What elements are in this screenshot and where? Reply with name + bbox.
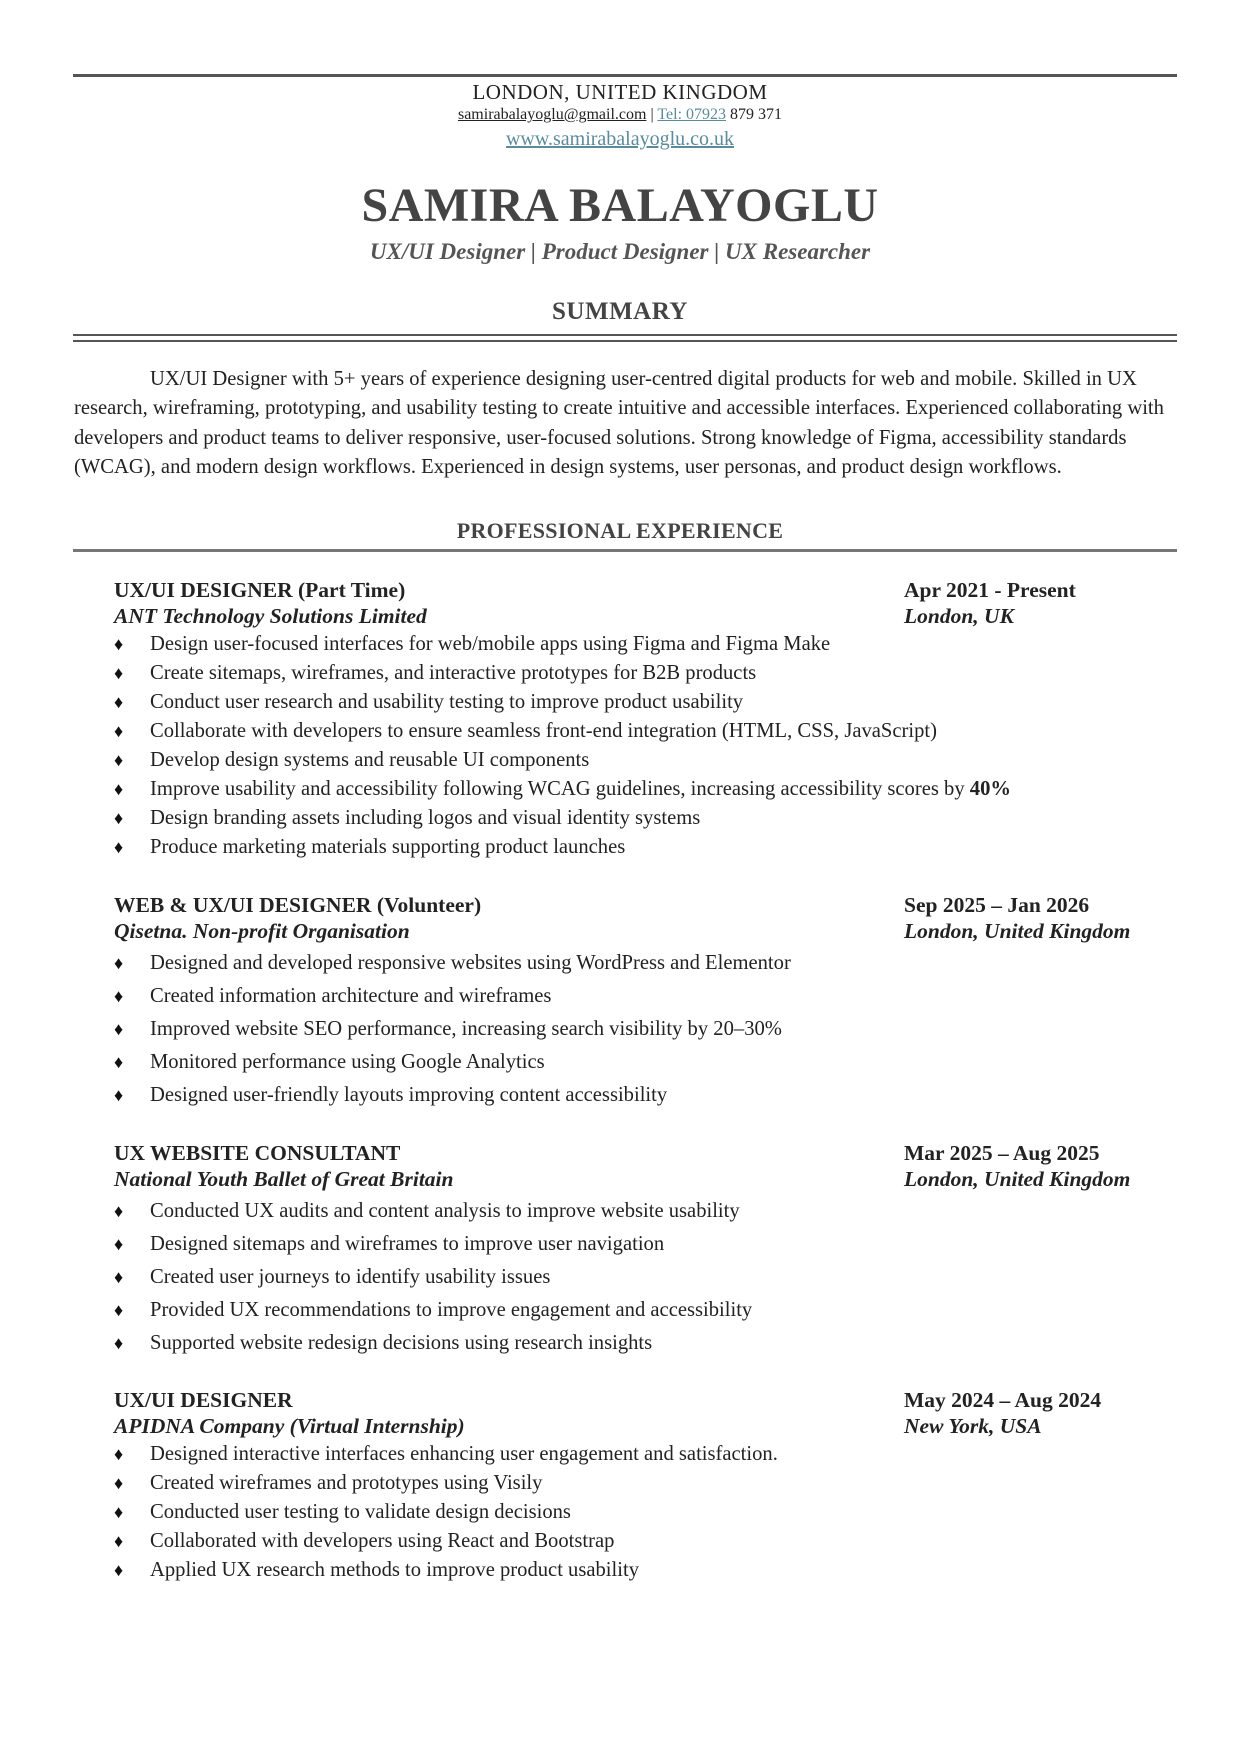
job-organization: APIDNA Company (Virtual Internship) xyxy=(114,1414,465,1438)
candidate-titles: UX/UI Designer | Product Designer | UX Researcher xyxy=(369,239,871,264)
job-bullets xyxy=(114,1195,1164,1360)
list-item xyxy=(114,717,1164,746)
diamond-bullet-icon: ♦ xyxy=(114,1019,124,1039)
diamond-bullet-icon: ♦ xyxy=(114,779,124,799)
list-item xyxy=(114,1556,1164,1585)
diamond-bullet-icon: ♦ xyxy=(114,986,124,1006)
list-item xyxy=(114,804,1164,833)
summary-rule xyxy=(73,334,1177,342)
diamond-bullet-icon: ♦ xyxy=(114,1052,124,1072)
diamond-bullet-icon: ♦ xyxy=(114,1201,124,1221)
diamond-bullet-icon: ♦ xyxy=(114,634,124,654)
list-item xyxy=(114,1079,1164,1112)
diamond-bullet-icon: ♦ xyxy=(114,1502,124,1522)
diamond-bullet-icon: ♦ xyxy=(114,692,124,712)
bullet-text: Created wireframes and prototypes using Visily xyxy=(150,1472,543,1494)
list-item xyxy=(114,1440,1164,1469)
bullet-text: Conducted user testing to validate design decisions xyxy=(150,1501,571,1523)
list-item xyxy=(114,775,1164,804)
experience-heading: PROFESSIONAL EXPERIENCE xyxy=(456,518,784,543)
diamond-bullet-icon: ♦ xyxy=(114,1267,124,1287)
job-location: London, UK xyxy=(904,604,1014,628)
job-title: UX/UI DESIGNER (Part Time) xyxy=(114,578,406,602)
list-item xyxy=(114,1013,1164,1046)
diamond-bullet-icon: ♦ xyxy=(114,1473,124,1493)
bullet-text: Collaborate with developers to ensure seamless front-end integration (HTML, CSS, JavaScript) xyxy=(150,720,937,742)
diamond-bullet-icon: ♦ xyxy=(114,953,124,973)
list-item xyxy=(114,833,1164,862)
job-organization: ANT Technology Solutions Limited xyxy=(114,604,427,628)
website-line xyxy=(0,128,1240,151)
job-bullets xyxy=(114,630,1164,862)
job-title: UX WEBSITE CONSULTANT xyxy=(114,1141,401,1165)
website-link[interactable]: www.samirabalayoglu.co.uk xyxy=(505,128,735,150)
bullet-text: Designed sitemaps and wireframes to improve user navigation xyxy=(150,1233,665,1255)
bullet-text: Create sitemaps, wireframes, and interactive prototypes for B2B products xyxy=(150,662,757,684)
diamond-bullet-icon: ♦ xyxy=(114,1333,124,1353)
bullet-text: Conduct user research and usability testing to improve product usability xyxy=(150,691,744,713)
bullet-text: Improved website SEO performance, increasing search visibility by 20–30% xyxy=(150,1018,782,1040)
bullet-text: Created user journeys to identify usability issues xyxy=(150,1266,551,1288)
bullet-text: Provided UX recommendations to improve engagement and accessibility xyxy=(150,1299,753,1321)
location-text: LONDON, UNITED KINGDOM xyxy=(472,80,768,104)
list-item xyxy=(114,1195,1164,1228)
job-entry xyxy=(114,1141,1164,1360)
job-dates: Mar 2025 – Aug 2025 xyxy=(904,1141,1100,1165)
list-item xyxy=(114,1527,1164,1556)
diamond-bullet-icon: ♦ xyxy=(114,750,124,770)
phone-link[interactable]: Tel: 07923 xyxy=(657,106,727,123)
bullet-text: Designed and developed responsive websites using WordPress and Elementor xyxy=(150,952,791,974)
diamond-bullet-icon: ♦ xyxy=(114,1300,124,1320)
bullet-text: Designed interactive interfaces enhancing user engagement and satisfaction. xyxy=(150,1443,778,1465)
list-item xyxy=(114,1046,1164,1079)
contact-separator: | xyxy=(650,106,654,123)
diamond-bullet-icon: ♦ xyxy=(114,663,124,683)
list-item xyxy=(114,1228,1164,1261)
job-dates: May 2024 – Aug 2024 xyxy=(904,1388,1102,1412)
bullet-text: Collaborated with developers using React and Bootstrap xyxy=(150,1530,615,1552)
list-item xyxy=(114,688,1164,717)
list-item xyxy=(114,746,1164,775)
job-title: WEB & UX/UI DESIGNER (Volunteer) xyxy=(114,893,482,917)
list-item xyxy=(114,947,1164,980)
job-dates: Apr 2021 - Present xyxy=(904,578,1076,602)
bullet-text: Design user-focused interfaces for web/mobile apps using Figma and Figma Make xyxy=(150,633,831,655)
job-location: London, United Kingdom xyxy=(904,1167,1131,1191)
top-rule xyxy=(73,74,1177,77)
bullet-text: Monitored performance using Google Analytics xyxy=(150,1051,545,1073)
list-item xyxy=(114,1261,1164,1294)
job-location: New York, USA xyxy=(904,1414,1042,1438)
bullet-text: Supported website redesign decisions using research insights xyxy=(150,1332,653,1354)
diamond-bullet-icon: ♦ xyxy=(114,1560,124,1580)
bullet-text: Develop design systems and reusable UI components xyxy=(150,749,590,771)
diamond-bullet-icon: ♦ xyxy=(114,1444,124,1464)
list-item xyxy=(114,1294,1164,1327)
candidate-name: SAMIRA BALAYOGLU xyxy=(361,179,879,232)
diamond-bullet-icon: ♦ xyxy=(114,721,124,741)
diamond-bullet-icon: ♦ xyxy=(114,1085,124,1105)
diamond-bullet-icon: ♦ xyxy=(114,808,124,828)
diamond-bullet-icon: ♦ xyxy=(114,1234,124,1254)
experience-rule xyxy=(73,549,1177,552)
job-entry xyxy=(114,1388,1164,1585)
summary-paragraph: UX/UI Designer with 5+ years of experience designing user-centred digital products for web and mobile. Skilled in UX research, wireframing, prototyping, and usability testing to create intuitive and accessible interfaces. Experienced collaborating with developers and product teams to deliver responsive, user-focused solutions. Strong knowledge of Figma, accessibility standards (WCAG), and modern design workflows. Experienced in design systems, user personas, and product design workflows. xyxy=(74,368,1164,478)
job-bullets xyxy=(114,1440,1164,1585)
diamond-bullet-icon: ♦ xyxy=(114,837,124,857)
bullet-text: Improve usability and accessibility following WCAG guidelines, increasing accessibility scores by xyxy=(150,778,965,800)
bullet-text: Produce marketing materials supporting product launches xyxy=(150,836,626,858)
job-location: London, United Kingdom xyxy=(904,919,1131,943)
email-link[interactable]: samirabalayoglu@gmail.com xyxy=(457,106,647,123)
list-item xyxy=(114,980,1164,1013)
bullet-text: Created information architecture and wireframes xyxy=(150,985,552,1007)
list-item xyxy=(114,1498,1164,1527)
bullet-text: Applied UX research methods to improve product usability xyxy=(150,1559,639,1581)
contact-line xyxy=(0,106,1240,124)
bullet-text: Design branding assets including logos and visual identity systems xyxy=(150,807,701,829)
job-entry xyxy=(114,893,1164,1112)
list-item xyxy=(114,1327,1164,1360)
diamond-bullet-icon: ♦ xyxy=(114,1531,124,1551)
job-title: UX/UI DESIGNER xyxy=(114,1388,293,1412)
bullet-text: Conducted UX audits and content analysis to improve website usability xyxy=(150,1200,740,1222)
job-organization: Qisetna. Non-profit Organisation xyxy=(114,919,410,943)
list-item xyxy=(114,659,1164,688)
job-dates: Sep 2025 – Jan 2026 xyxy=(904,893,1090,917)
bullet-highlight: 40% xyxy=(969,778,1011,800)
phone-rest: 879 371 xyxy=(730,106,783,123)
bullet-text: Designed user-friendly layouts improving content accessibility xyxy=(150,1084,668,1106)
summary-heading: SUMMARY xyxy=(552,298,688,325)
job-organization: National Youth Ballet of Great Britain xyxy=(114,1167,454,1191)
list-item xyxy=(114,630,1164,659)
job-bullets xyxy=(114,947,1164,1112)
job-entry xyxy=(114,578,1164,862)
list-item xyxy=(114,1469,1164,1498)
